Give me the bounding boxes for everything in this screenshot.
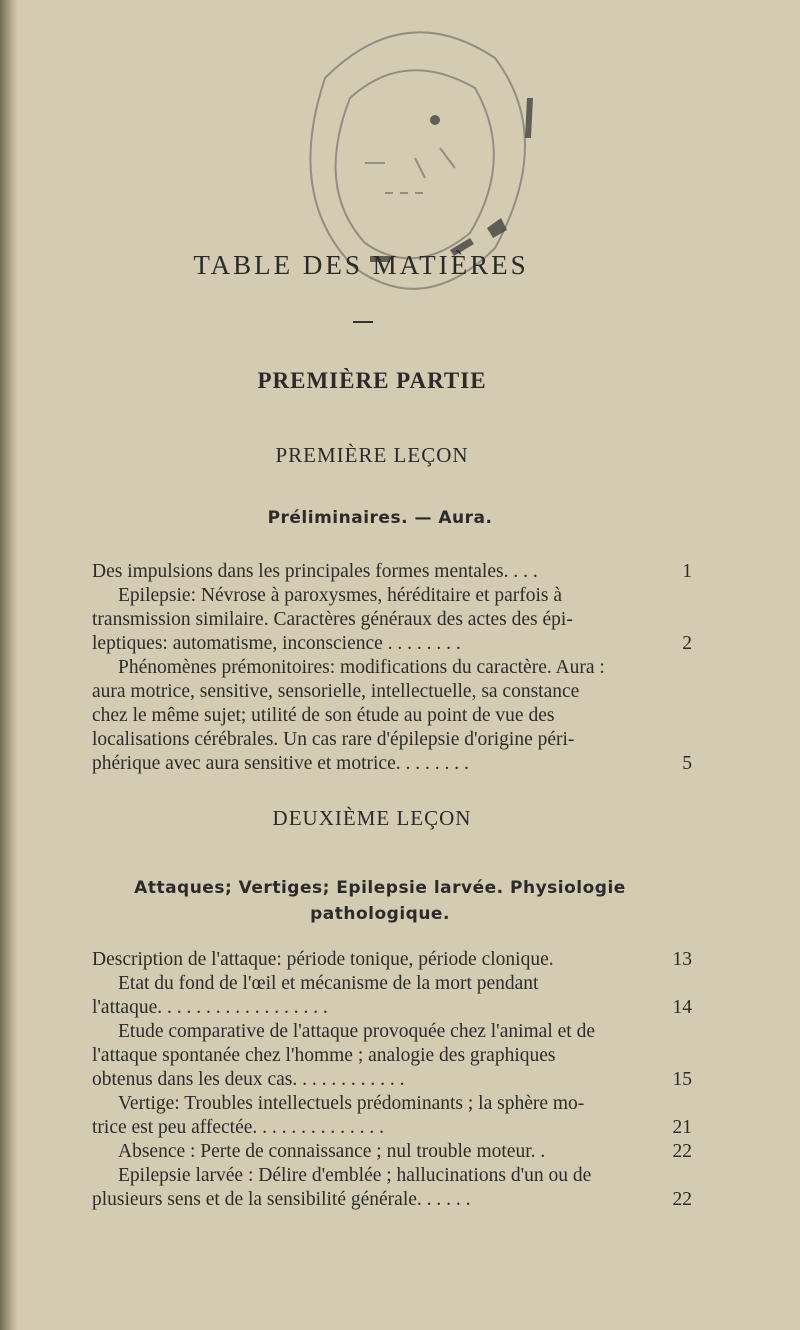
lesson-subtitle-line: Attaques; Vertiges; Epilepsie larvée. Physiologie xyxy=(134,878,626,898)
toc-lesson-1 xyxy=(92,560,692,776)
page-number: 14 xyxy=(672,997,692,1018)
entry-text: Absence : Perte de connaissance ; nul trouble moteur. . xyxy=(118,1141,546,1162)
page-number: 21 xyxy=(672,1117,692,1138)
entry-text: chez le même sujet; utilité de son étude au point de vue des xyxy=(92,705,555,726)
page-number: 13 xyxy=(672,949,692,970)
page-number: 22 xyxy=(672,1141,692,1162)
lesson-title: DEUXIÈME LEÇON xyxy=(272,806,472,830)
entry-text: trice est peu affectée. . . . . . . . . . . . . . xyxy=(92,1117,385,1138)
entry-text: obtenus dans les deux cas. . . . . . . . . . . . xyxy=(92,1069,405,1090)
entry-text: plusieurs sens et de la sensibilité générale. . . . . . xyxy=(92,1189,471,1210)
book-page-edge xyxy=(0,0,18,1330)
toc-entry xyxy=(92,948,692,972)
lesson-subtitle-line: pathologique. xyxy=(310,904,450,924)
lesson-subtitle xyxy=(80,875,680,927)
entry-text: l'attaque spontanée chez l'homme ; analogie des graphiques xyxy=(92,1045,556,1066)
page-number: 2 xyxy=(682,633,692,654)
entry-text: leptiques: automatisme, inconscience . . . . . . . . xyxy=(92,633,461,654)
toc-entry xyxy=(92,584,692,656)
entry-text: Etat du fond de l'œil et mécanisme de la mort pendant xyxy=(118,973,539,994)
lesson-subtitle: Préliminaires. — Aura. xyxy=(267,508,493,528)
entry-text: aura motrice, sensitive, sensorielle, intellectuelle, sa constance xyxy=(92,681,580,702)
entry-text: Description de l'attaque: période tonique, période clonique. xyxy=(92,949,554,970)
entry-text: Epilepsie larvée : Délire d'emblée ; hallucinations d'un ou de xyxy=(118,1165,592,1186)
divider xyxy=(353,321,373,323)
toc-entry xyxy=(92,972,692,1020)
page-number: 15 xyxy=(672,1069,692,1090)
entry-text: transmission similaire. Caractères généraux des actes des épi- xyxy=(92,609,573,630)
toc-entry xyxy=(92,656,692,776)
page-number: 5 xyxy=(682,753,692,774)
entry-text: Vertige: Troubles intellectuels prédominants ; la sphère mo- xyxy=(118,1093,585,1114)
toc-entry xyxy=(92,1092,692,1140)
page-number: 1 xyxy=(682,561,692,582)
toc-entry xyxy=(92,1140,692,1164)
entry-text: localisations cérébrales. Un cas rare d'épilepsie d'origine péri- xyxy=(92,729,575,750)
toc-lesson-2 xyxy=(92,948,692,1212)
entry-text: l'attaque. . . . . . . . . . . . . . . . . . xyxy=(92,997,328,1018)
table-of-contents-heading: TABLE DES MATIÈRES xyxy=(193,250,529,280)
toc-entry xyxy=(92,560,692,584)
entry-text: Etude comparative de l'attaque provoquée chez l'animal et de xyxy=(118,1021,595,1042)
entry-text: Des impulsions dans les principales formes mentales. . . . xyxy=(92,561,538,582)
part-title: PREMIÈRE PARTIE xyxy=(257,368,487,393)
entry-text: phérique avec aura sensitive et motrice. . . . . . . . xyxy=(92,753,469,774)
entry-text: Phénomènes prémonitoires: modifications du caractère. Aura : xyxy=(118,657,605,678)
toc-entry xyxy=(92,1020,692,1092)
entry-text: Epilepsie: Névrose à paroxysmes, héréditaire et parfois à xyxy=(118,585,562,606)
toc-entry xyxy=(92,1164,692,1212)
lesson-title: PREMIÈRE LEÇON xyxy=(275,443,469,467)
page-number: 22 xyxy=(672,1189,692,1210)
